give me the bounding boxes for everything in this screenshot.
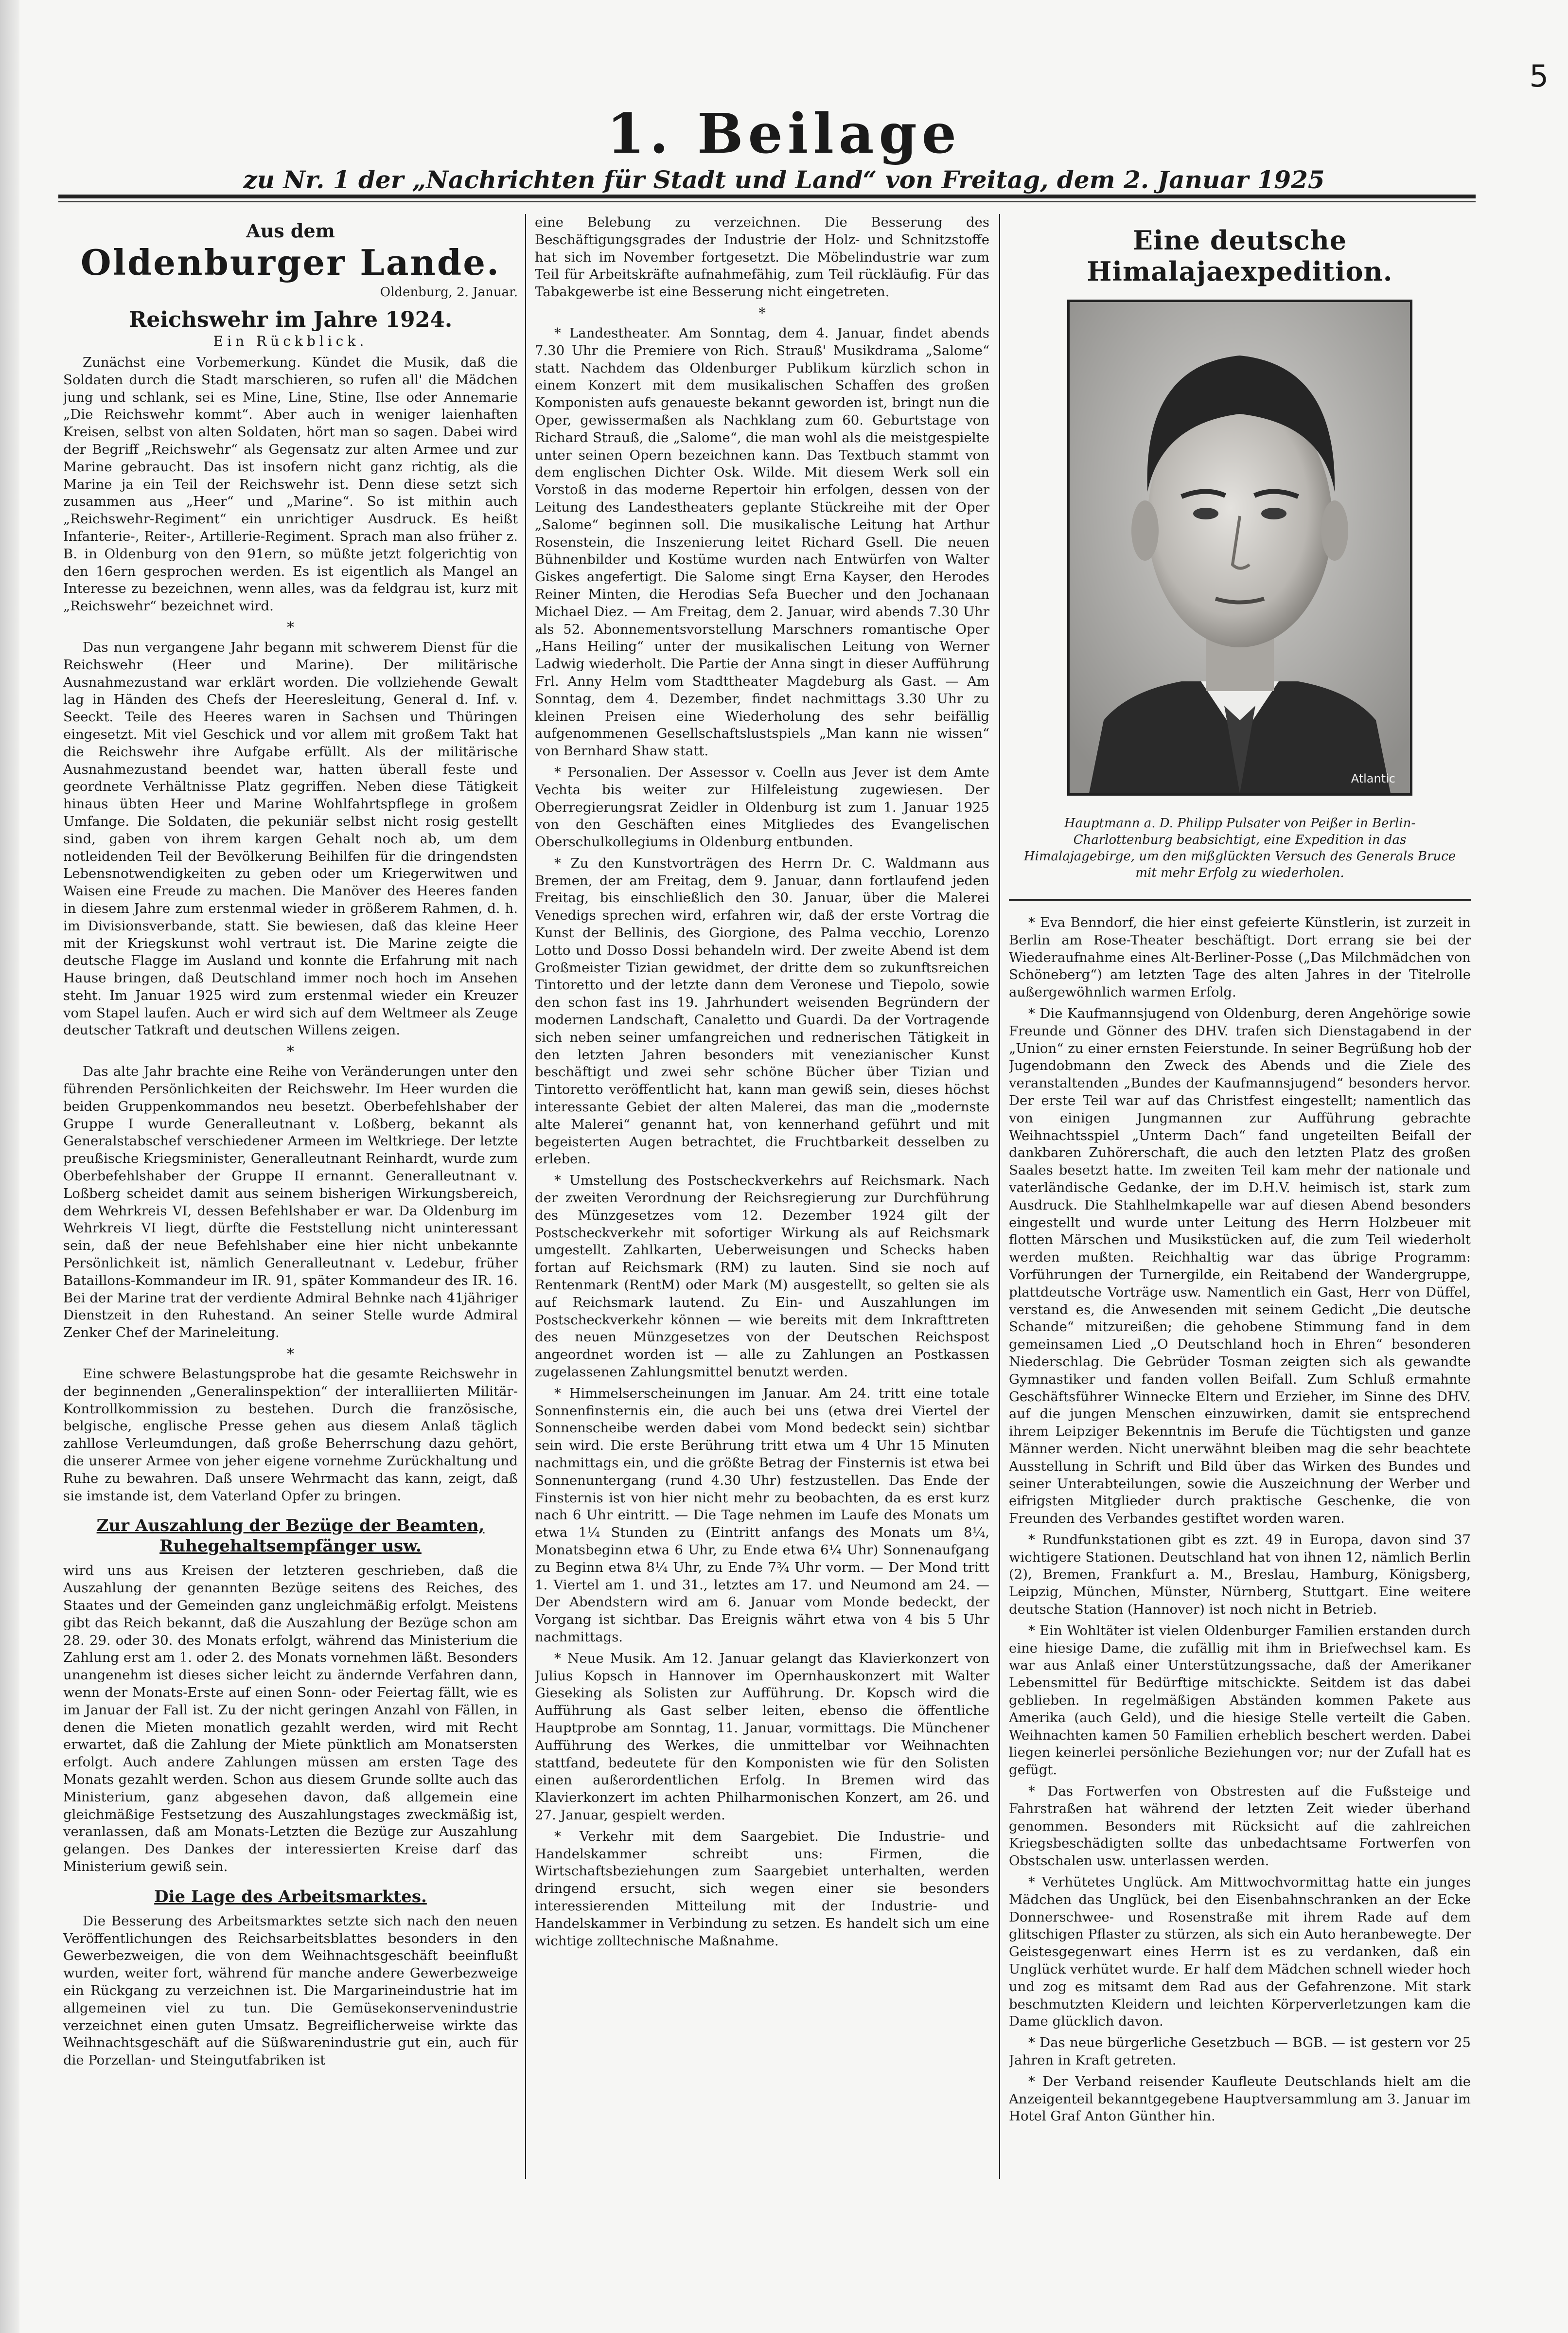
separator-asterisk: * bbox=[287, 619, 294, 636]
paragraph: eine Belebung zu verzeichnen. Die Besserung des Beschäftigungsgrades der Industrie der Holz- und Schnitzstoffe hat sich im November fortgesetzt. Die Möbelindustrie war zum Teil für Arbeitskräfte aufnahmefähig, zum Teil rückläufig. Für das Tabakgewerbe ist eine Besserung nicht eingetreten. bbox=[535, 214, 989, 300]
section-kicker: Aus dem bbox=[246, 220, 335, 242]
news-item-rundfunk: * Rundfunkstationen gibt es zzt. 49 in Europa, davon sind 37 wichtigere Stationen. Deutschland hat von ihnen 12, nämlich Berlin (2), Bremen, Frankfurt a. M., Breslau, Hamburg, Königsberg, Leipzig, München, Münster, Nürnberg, Stuttgart. Eine weitere deutsche Station (Hannover) ist noch nicht in Betrieb. bbox=[1009, 1532, 1471, 1618]
news-item-benndorf: * Eva Benndorf, die hier einst gefeierte Künstlerin, ist zurzeit in Berlin am Rose-Theater beschäftigt. Dort errang sie bei der Wiederaufnahme eines Alt-Berliner-Posse („Das Milchmädchen von Schöneberg“) am letzten Tage des alten Jahres in der Titelrolle außergewöhnlich warmen Erfolg. bbox=[1009, 915, 1471, 1000]
column-rule-1 bbox=[525, 214, 526, 2179]
news-item-kunstvortraege: * Zu den Kunstvorträgen des Herrn Dr. C. Waldmann aus Bremen, der am Freitag, dem 9. Januar, dann fortlaufend jeden Freitag, bis einschließlich den 30. Januar, über die Malerei Venedigs sprechen wird, erfahren wir, daß der erste Vortrag die Kunst der Bellinis, des Giorgione, des Palma vecchio, Lorenzo Lotto und Dosso Dossi behandeln wird. Der zweite Abend ist dem Großmeister Tizian gewidmet, der dritte dem so zukunftsreichen Tintoretto und der letzte dann dem Veronese und Tiepolo, sowie den schon fast ins 19. Jahrhundert weisenden Begründern der modernen Landschaft, Canaletto und Guardi. Da der Vortragende sich neben seiner umfangreichen und rednerischen Tätigkeit in den letzten Jahren besonders mit venezianischer Kunst beschäftigt und zwei sehr schöne Bücher über Tizian und Tintoretto veröffentlicht hat, kann man gewiß sein, dieses höchst interessante Gebiet der alten Malerei, das man die „modernste alte Malerei“ genannt hat, von kennerhand geführt und mit begeisterten Augen betrachtet, die Fruchtbarkeit desselben zu erleben. bbox=[535, 855, 989, 1167]
news-item-landestheater: * Landestheater. Am Sonntag, dem 4. Januar, findet abends 7.30 Uhr die Premiere von Rich. Strauß' Musikdrama „Salome“ statt. Nachdem das Oldenburger Publikum kürzlich schon in einem Konzert mit dem musikalischen Schaffen des großen Komponisten aufs genaueste bekannt geworden ist, bringt nun die Oper, gewissermaßen als Nachklang zum 60. Geburtstage von Richard Strauß, die „Salome“, die man wohl als die meistgespielte unter seinen Opern bezeichnen kann. Das Textbuch stammt von dem englischen Dichter Osk. Wilde. Mit diesem Werk soll ein Vorstoß in das moderne Repertoir hin erfolgen, dessen von der Leitung des Landestheaters geplante Stückreihe mit der Oper „Salome“ beginnen soll. Die musikalische Leitung hat Arthur Rosenstein, die Inszenierung leitet Richard Gsell. Die neuen Bühnenbilder und Kostüme wurden nach Entwürfen von Walter Giskes angefertigt. Die Salome singt Erna Kayser, den Herodes Reiner Minten, die Herodias Sefa Buecher und den Jochanaan Michael Diez. — Am Freitag, dem 2. Januar, wird abends 7.30 Uhr als 52. Abonnementsvorstellung Marschners romantische Oper „Hans Heiling“ unter der musikalischen Leitung von Werner Ladwig wiederholt. Die Partie der Anna singt in dieser Aufführung Frl. Anny Helm vom Stadttheater Magdeburg als Gast. — Am Sonntag, dem 4. Dezember, findet nachmittags 3.30 Uhr zu kleinen Preisen eine Wiederholung des sehr beifällig aufgenommenen Gesellschaftslustspiels „Man kann nie wissen“ von Bernhard Shaw statt. bbox=[535, 325, 989, 759]
scan-edge bbox=[0, 0, 19, 2333]
portrait-image bbox=[1070, 302, 1410, 793]
separator-asterisk: * bbox=[758, 304, 766, 322]
paragraph: Eine schwere Belastungsprobe hat die gesamte Reichswehr in der beginnenden „Generalinspektion“ der interalliierten Militär-Kontrollkommission zu bestehen. Durch die französische, belgische, englische Presse gehen aus diesem Anlaß täglich zahllose Verleumdungen, daß große Beherrschung dazu gehört, die unserer Armee von jeher eigene vornehme Zurückhaltung und Ruhe zu bewahren. Daß unsere Wehrmacht das kann, zeigt, daß sie imstande ist, dem Vaterland Opfer zu bringen. bbox=[63, 1366, 518, 1504]
paragraph: Das alte Jahr brachte eine Reihe von Veränderungen unter den führenden Persönlichkeiten der Reichswehr. Im Heer wurden die beiden Gruppenkommandos neu besetzt. Oberbefehlshaber der Gruppe I wurde Generalleutnant v. Loßberg, bekannt als Generalstabschef verschiedener Armeen im Weltkriege. Der letzte preußische Kriegsminister, Generalleutnant Reinhardt, wurde zum Oberbefehlshaber der Gruppe II ernannt. Generalleutnant v. Loßberg scheidet damit aus seinem bisherigen Wirkungsbereich, dem Wehrkreis VI, dessen Befehlshaber er war. Da Oldenburg im Wehrkreis VI liegt, dürfte die Feststellung nicht uninteressant sein, daß der neue Befehlshaber eine hier nicht unbekannte Persönlichkeit ist, nämlich Generalleutnant v. Ledebur, früher Bataillons-Kommandeur im IR. 91, später Kommandeur des IR. 16. Bei der Marine trat der verdiente Admiral Behnke nach 41jähriger Dienstzeit in den Ruhestand. An seiner Stelle wurde Admiral Zenker Chef der Marineleitung. bbox=[63, 1064, 518, 1341]
paragraph: Zunächst eine Vorbemerkung. Kündet die Musik, daß die Soldaten durch die Stadt marschieren, so rufen all' die Mädchen jung und schlank, sei es Mine, Line, Stine, Ilse oder Annemarie „Die Reichswehr kommt“. Aber auch in weniger laienhaften Kreisen, selbst von alten Soldaten, hört man so sagen. Dabei wird der Begriff „Reichswehr“ als Gegensatz zur alten Armee und zur Marine gebraucht. Das ist insofern nicht ganz richtig, als die Marine ja ein Teil der Reichswehr ist. Denn diese setzt sich zusammen aus „Heer“ und „Marine“. So ist mithin auch „Reichswehr-Regiment“ ein unrichtiger Ausdruck. Es heißt Infanterie-, Reiter-, Artillerie-Regiment. Sprach man also früher z. B. in Oldenburg von den 91ern, so müßte jetzt folgerichtig von den 16ern gesprochen werden. Es ist eigentlich als Mangel an Interesse zu bezeichnen, wenn alles, was da feldgrau ist, kurz mit „Reichswehr“ bezeichnet wird. bbox=[63, 355, 518, 614]
article-title-arbeitsmarkt: Die Lage des Arbeitsmarktes. bbox=[154, 1887, 427, 1906]
supplement-title: 1. Beilage bbox=[606, 102, 962, 166]
column-rule-2 bbox=[999, 214, 1000, 2179]
news-item-bgb: * Das neue bürgerliche Gesetzbuch — BGB. — ist gestern vor 25 Jahren in Kraft getreten. bbox=[1009, 2035, 1471, 2068]
news-item-wohltaeter: * Ein Wohltäter ist vielen Oldenburger Familien erstanden durch eine hiesige Dame, die zufällig mit ihm in Briefwechsel kam. Es war aus Anlaß einer Unterstützungssache, daß der Amerikaner Lebensmittel für Bedürftige mitschickte. Seitdem ist das dabei geblieben. In regelmäßigen Abständen kommen Pakete aus Amerika (auch Geld), und die hiesige Stelle verteilt die Gaben. Weihnachten kamen 50 Familien erheblich beschert werden. Dabei liegen keinerlei persönliche Beziehungen vor; nur der Zufall hat es gefügt. bbox=[1009, 1622, 1471, 1778]
section-rule bbox=[1009, 899, 1471, 901]
article-title-himalaja: Eine deutsche Himalajaexpedition. bbox=[1087, 225, 1393, 287]
news-item-himmel: * Himmelserscheinungen im Januar. Am 24. tritt eine totale Sonnenfinsternis ein, die auch bei uns (etwa drei Viertel der Sonnenscheibe werden dabei vom Mond bedeckt sein) sichtbar sein wird. Die erste Berührung tritt etwa um 4 Uhr 15 Minuten nachmittags ein, und die größte Betrag der Finsternis ist etwa bei Sonnenuntergang (rund 4.30 Uhr) festzustellen. Das Ende der Finsternis ist von hier nicht mehr zu beobachten, da es erst kurz nach 6 Uhr eintritt. — Die Tage nehmen im Laufe des Monats um etwa 1¼ Stunden zu (Eintritt anfangs des Monats um 8¼, Monatsbeginn etwa 6 Uhr, zu Ende etwa 6¼ Uhr) Sonnenaufgang zu Beginn etwa 8¼ Uhr, zu Ende 7¾ Uhr vorm. — Der Mond tritt 1. Viertel am 1. und 31., letztes am 17. und Neumond am 24. — Der Abendstern wird am 6. Januar vom Monde bedeckt, der Vorgang ist sichtbar. Das Ereignis währt etwa von 4 bis 5 Uhr nachmittags. bbox=[535, 1385, 989, 1645]
photo-credit: Atlantic bbox=[1351, 772, 1395, 785]
masthead-rule-thin bbox=[58, 201, 1476, 202]
section-title: Oldenburger Lande. bbox=[80, 242, 501, 283]
page-number: 5 bbox=[1529, 58, 1549, 94]
paragraph: Das nun vergangene Jahr begann mit schwerem Dienst für die Reichswehr (Heer und Marine). Der militärische Ausnahmezustand war erklärt worden. Die vollziehende Gewalt lag in Händen des Chefs der Heeresleitung, General d. Inf. v. Seeckt. Teile des Heeres waren in Sachsen und Thüringen eingesetzt. Mit viel Geschick und vor allem mit großem Takt hat die Reichswehr ihre Aufgabe erfüllt. Als der militärische Ausnahmezustand beendet war, hatten überall feste und geordnete Verhältnisse Platz gegriffen. Neben diese Tätigkeit hinaus übten Heer und Marine Wohlfahrtspflege in großem Umfange. Die Soldaten, die pekuniär selbst nicht rosig gestellt sind, gaben von ihrem kargen Gehalt noch ab, um dem notleidenden Teil der Bevölkerung Beihilfen für die dringendsten Lebensnotwendigkeiten zu geben oder um Kriegerwitwen und Waisen eine Freude zu machen. Die Manöver des Heeres fanden in diesem Jahre zum erstenmal wieder in größerem Rahmen, d. h. im Divisionsverbande, statt. Sie bewiesen, daß das kleine Heer mit der Kriegskunst wohl vertraut ist. Die Marine zeigte die deutsche Flagge im Ausland und konnte die Erfahrung mit nach Hause bringen, daß Deutschland immer noch hoch im Ansehen steht. Im Januar 1925 wird zum erstenmal wieder ein Kreuzer vom Stapel laufen. Auch er wird sich auf dem Weltmeer als Zeuge deutscher Tatkraft und deutschen Willens zeigen. bbox=[63, 639, 518, 1038]
article-title-reichswehr: Reichswehr im Jahre 1924. bbox=[128, 307, 453, 332]
paragraph: wird uns aus Kreisen der letzteren geschrieben, daß die Auszahlung der genannten Bezüge seitens des Reiches, des Staates und der Gemeinden ganz ungleichmäßig erfolgt. Meistens gibt das Reich bekannt, daß die Auszahlung der Bezüge schon am 28. 29. oder 30. des Monats erfolgt, während das Ministerium die Zahlung erst am 1. oder 2. des Monats vornehmen läßt. Besonders unangenehm ist dieses sicher leicht zu ändernde Verfahren dann, wenn der Monats-Erste auf einen Sonn- oder Feiertag fällt, wie es im Januar der Fall ist. Zu der nicht geringen Anzahl von Fällen, in denen die Mieten monatlich gezahlt werden, wird mit Recht erwartet, daß die Zahlung der Miete pünktlich am Monatsersten erfolgt. Auch andere Zahlungen müssen am ersten Tage des Monats gezahlt werden. Schon aus diesem Grunde sollte auch das Ministerium, ganz abgesehen davon, daß allgemein eine gleichmäßige Festsetzung des Auszahlungstages zweckmäßig ist, veranlassen, daß am Monats-Letzten die Bezüge zur Auszahlung gelangen. Des Dankes der interessierten Kreise darf das Ministerium gewiß sein. bbox=[63, 1563, 518, 1874]
paragraph: Die Besserung des Arbeitsmarktes setzte sich nach den neuen Veröffentlichungen des Reichsarbeitsblattes besonders in den Gewerbezweigen, die von dem Weihnachtsgeschäft beeinflußt wurden, weiter fort, während für manche andere Gewerbezweige ein Rückgang zu verzeichnen ist. Die Margarineindustrie hat im allgemeinen viel zu tun. Die Gemüsekonservenindustrie verzeichnet einen guten Umsatz. Begreiflicherweise wirkte das Weihnachtsgeschäft auf die Süßwarenindustrie gut ein, auch für die Porzellan- und Steingutfabriken ist bbox=[63, 1913, 518, 2068]
dateline: Oldenburg, 2. Januar. bbox=[380, 285, 518, 300]
column-3 bbox=[1009, 214, 1471, 2179]
masthead-rule-thick bbox=[58, 195, 1476, 198]
column-1 bbox=[63, 214, 518, 2179]
separator-asterisk: * bbox=[287, 1346, 294, 1363]
news-item-unglueck: * Verhütetes Unglück. Am Mittwochvormittag hatte ein junges Mädchen das Unglück, bei den Eisenbahnschranken an der Ecke Donnerschwee- und Rosenstraße mit ihrem Rade auf dem glitschigen Pflaster zu stürzen, als sich ein Auto heranbewegte. Der Geistesgegenwart eines Herrn ist es zu verdanken, daß ein Unglück verhütet wurde. Er half dem Mädchen schnell wieder hoch und zog es mitsamt dem Rad aus der Gefahrenzone. Mit stark beschmutzten Kleidern und leichten Körperverletzungen kam die Dame glücklich davon. bbox=[1009, 1874, 1471, 2030]
news-item-personalien: * Personalien. Der Assessor v. Coelln aus Jever ist dem Amte Vechta bis weiter zur Hilfeleistung zugewiesen. Der Oberregierungsrat Zeidler in Oldenburg ist zum 1. Januar 1925 von den Geschäften eines Mitgliedes des Evangelischen Oberschulkollegiums in Oldenburg entbunden. bbox=[535, 764, 989, 850]
news-item-verband: * Der Verband reisender Kaufleute Deutschlands hielt am die Anzeigenteil bekanntgegebene Hauptversammlung am 3. Januar im Hotel Graf Anton Günther hin. bbox=[1009, 2073, 1471, 2124]
article-title-auszahlung: Zur Auszahlung der Bezüge der Beamten, Ruhegehaltsempfänger usw. bbox=[96, 1516, 485, 1556]
separator-asterisk: * bbox=[287, 1043, 294, 1061]
news-item-neue-musik: * Neue Musik. Am 12. Januar gelangt das Klavierkonzert von Julius Kopsch in Hannover im Opernhauskonzert mit Walter Gieseking als Solisten zur Aufführung. Dr. Kopsch wird die Aufführung als Gast selber leiten, ebenso die öffentliche Hauptprobe am Sonntag, 11. Januar, vormittags. Die Münchener Aufführung des Werkes, die unmittelbar vor Weihnachten stattfand, bedeutete für den Komponisten wie für den Solisten einen außerordentlichen Erfolg. In Bremen wird das Klavierkonzert im achten Philharmonischen Konzert, am 26. und 27. Januar, gespielt werden. bbox=[535, 1650, 989, 1823]
portrait-photo bbox=[1067, 300, 1412, 796]
news-item-obstreste: * Das Fortwerfen von Obstresten auf die Fußsteige und Fahrstraßen hat während der letzten Zeit wieder überhand genommen. Besonders mit Rücksicht auf die zahlreichen Kriegsbeschädigten sollte das unbedachtsame Fortwerfen von Obstschalen usw. unterlassen werden. bbox=[1009, 1783, 1471, 1869]
article-subtitle: Ein Rückblick. bbox=[213, 333, 368, 349]
news-item-postscheck: * Umstellung des Postscheckverkehrs auf Reichsmark. Nach der zweiten Verordnung der Reichsregierung zur Durchführung des Münzgesetzes vom 12. Dezember 1924 gilt der Postscheckverkehr mit sofortiger Wirkung als auf Reichsmark umgestellt. Zahlkarten, Ueberweisungen und Schecks haben fortan auf Reichsmark (RM) zu lauten. Sind sie noch auf Rentenmark (RentM) oder Mark (M) ausgestellt, so gelten sie als auf Reichsmark lautend. Zu Ein- und Auszahlungen im Postscheckverkehr können — wie bereits mit dem Inkrafttreten des neuen Münzgesetzes von der Deutschen Reichspost angeordnet worden ist — alle zu Zahlungen an Postkassen zugelassenen Zahlungsmittel benutzt werden. bbox=[535, 1173, 989, 1380]
supplement-subtitle: zu Nr. 1 der „Nachrichten für Stadt und Land“ von Freitag, dem 2. Januar 1925 bbox=[243, 165, 1325, 194]
photo-caption: Hauptmann a. D. Philipp Pulsater von Peißer in Berlin-Charlottenburg beabsichtigt, eine Expedition in das Himalajagebirge, um den mißglückten Versuch des Generals Bruce mit mehr Erfolg zu wiederholen. bbox=[1023, 816, 1456, 880]
news-item-kaufmannsjugend: * Die Kaufmannsjugend von Oldenburg, deren Angehörige sowie Freunde und Gönner des DHV. trafen sich Dienstagabend in der „Union“ zu einer ernsten Feierstunde. In seiner Begrüßung hob der Jugendobmann den Zweck des Abends und die Ziele des veranstaltenden „Bundes der Kaufmannsjugend“ besonders hervor. Der erste Teil war auf das Christfest eingestellt; namentlich das von einigen Jungmannen zur Aufführung gebrachte Weihnachtsspiel „Unterm Dach“ fand ungeteilten Beifall der dankbaren Zuhörerschaft, die auch den letzten Platz des großen Saales besetzt hatte. Im zweiten Teil kam mehr der nationale und vaterländische Gedanke, der im D.H.V. heimisch ist, stark zum Ausdruck. Die Stahlhelmkapelle war auf diesen Abend besonders eingestellt und wurde unter Leitung des Herrn Holzbeuer mit flotten Märschen und Musikstücken auf, die zum Teil wiederholt werden mußten. Reichhaltig war das übrige Programm: Vorführungen der Turnergilde, ein Reitabend der Wandergruppe, plattdeutsche Vorträge usw. Namentlich ein Gast, Herr von Düffel, verstand es, die Anwesenden mit seinem Gedicht „Die deutsche Schande“ mitzureißen; die gehobene Stimmung fand in dem gemeinsamen Lied „O Deutschland hoch in Ehren“ besonderen Niederschlag. Die Gebrüder Tosman zeigten sich als gewandte Gymnastiker und fanden vollen Beifall. Zum Schluß ermahnte Geschäftsführer Winnecke Eltern und Erzieher, im Sinne des DHV. auf die jungen Menschen einzuwirken, damit sie entsprechend ihrem Leipziger Bekenntnis im Berufe die Tüchtigsten und ganze Männer werden. Nicht unerwähnt bleiben mag die sehr beachtete Ausstellung in Schrift und Bild über das Wirken des Bundes und seiner Unterabteilungen, sowie die Auszeichnung der Werber und eifrigsten Mitglieder durch praktische Geschenke, die von Freunden des Verbandes gestiftet worden waren. bbox=[1009, 1005, 1471, 1527]
news-item-saargebiet: * Verkehr mit dem Saargebiet. Die Industrie- und Handelskammer schreibt uns: Firmen, die Wirtschaftsbeziehungen zum Saargebiet unterhalten, werden dringend ersucht, sich wegen einer sie besonders interessierenden Mitteilung mit der Industrie- und Handelskammer in Verbindung zu setzen. Es handelt sich um eine wichtige zolltechnische Maßnahme. bbox=[535, 1828, 989, 1949]
column-2 bbox=[535, 214, 989, 2179]
